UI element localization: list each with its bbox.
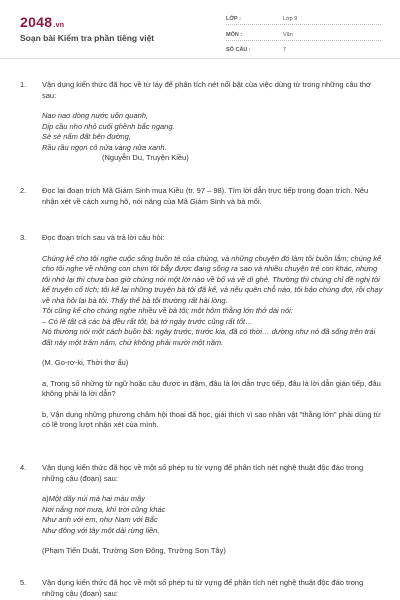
question-prompt: Vận dụng kiến thức đã học về một số phép tu từ vựng để phân tích nét nghệ thuật độc đáo trong những câu (đoạn) sau: (42, 463, 364, 483)
meta-label: MÔN : (226, 32, 243, 38)
question-prompt: Vận dụng kiến thức đã học về một số phép tu từ vựng để phân tích nét nghệ thuật độc đáo trong những câu (đoạn) sau: (42, 578, 364, 598)
excerpt-source: (M. Go-rơ-ki, Thời thơ ấu) (42, 358, 129, 367)
poem-line: Như đông với tây một dải rừng liền. (42, 525, 160, 535)
divider (226, 40, 381, 41)
header-divider (0, 58, 400, 59)
question-number: 2. (20, 186, 27, 195)
excerpt-paragraph: Chúng kể cho tôi nghe cuộc sống buồn tẻ của chúng, và những chuyện đó làm tôi buồn lắm; chúng kể cho tôi nghe về những con chim tôi bẫy được đang sống ra sao và nhiều chuyện trẻ con khác, nhưng tôi nhớ lại thì chưa bao giờ chúng nói một lời nào về bố và về dì ghẻ. Thường thì chúng chỉ đề nghị tôi kể truyện cổ tích; tôi kể lại những truyện bà tôi đã kể, và nếu quên chỗ nào, tôi bảo chúng đợi, rồi chạy về nhà hỏi lại bà tôi. Thấy thế bà tôi thường rất hài lòng. (42, 253, 383, 305)
question-number: 5. (20, 578, 27, 587)
excerpt-paragraph: Tôi cũng kể cho chúng nghe nhiều về bà tôi; một hôm thằng lớn thở dài nói: (42, 306, 293, 315)
poem-line: Dịp cầu nho nhỏ cuối ghềnh bắc ngang. (42, 121, 175, 131)
question-prompt: Đọc lại đoạn trích Mã Giám Sinh mua Kiều (tr. 97 – 98). Tìm lời dẫn trực tiếp trong đoạn trích. Nêu nhận xét về cách xưng hô, nói năng của Mã Giám Sinh và bà mối. (42, 186, 369, 206)
poem-line: Sè sè nấm đất bên đường, (42, 132, 131, 141)
divider (226, 24, 381, 25)
header (0, 0, 400, 58)
question-number: 1. (20, 80, 27, 89)
poem-line: Như anh với em, như Nam với Bắc (42, 515, 158, 524)
document-title: Soạn bài Kiểm tra phần tiếng việt (20, 33, 155, 43)
site-logo[interactable]: 2048.vn (20, 14, 65, 30)
question-prompt: Vận dụng kiến thức đã học về từ láy để phân tích nét nổi bật của việc dùng từ trong những câu thơ sau: (42, 80, 371, 100)
sub-question-a: a, Trong số những từ ngữ hoặc câu được in đậm, đâu là lời dẫn trực tiếp, đâu là lời dẫn gián tiếp, đâu không phải là lời dẫn? (42, 378, 381, 398)
sub-question-b: b, Vận dụng những phương châm hội thoại đã học, giải thích vì sao nhân vật "thằng lớn" phải dùng từ có lẽ trong lượt nhận xét của mình. (42, 409, 381, 429)
poem-source: (Nguyễn Du, Truyện Kiều) (102, 153, 189, 162)
question-number: 4. (20, 463, 27, 472)
sub-label: a) (42, 494, 49, 503)
poem-line: Nao nao dòng nước uốn quanh, (42, 111, 149, 120)
meta-value: Lớp 9 (283, 16, 298, 22)
meta-value: 7 (283, 47, 287, 53)
excerpt-paragraph: Nó thường nói một cách buồn bã: ngày trước, trước kia, đã có thời… dường như nó đã sống trên trái đất này một trăm năm, chứ không phải mười một năm. (42, 327, 376, 347)
excerpt-paragraph: – Có lẽ tất cả các bà đều rất tốt, bà tớ ngày trước cũng rất tốt… (42, 316, 253, 326)
meta-label: LỚP : (226, 16, 241, 22)
meta-value: Văn (283, 32, 293, 38)
meta-label: SỐ CÂU : (226, 47, 251, 53)
poem-line: Một dãy núi mà hai màu mây (48, 494, 145, 503)
poem-line: Rầu rầu ngọn cỏ nửa vàng nửa xanh. (42, 142, 167, 152)
poem-line: Nơi nắng nơi mưa, khí trời cũng khác (42, 504, 166, 514)
question-number: 3. (20, 233, 27, 242)
poem-source: (Phạm Tiến Duật, Trường Sơn Đông, Trường Sơn Tây) (42, 546, 226, 555)
question-prompt: Đọc đoạn trích sau và trả lời câu hỏi: (42, 233, 165, 242)
